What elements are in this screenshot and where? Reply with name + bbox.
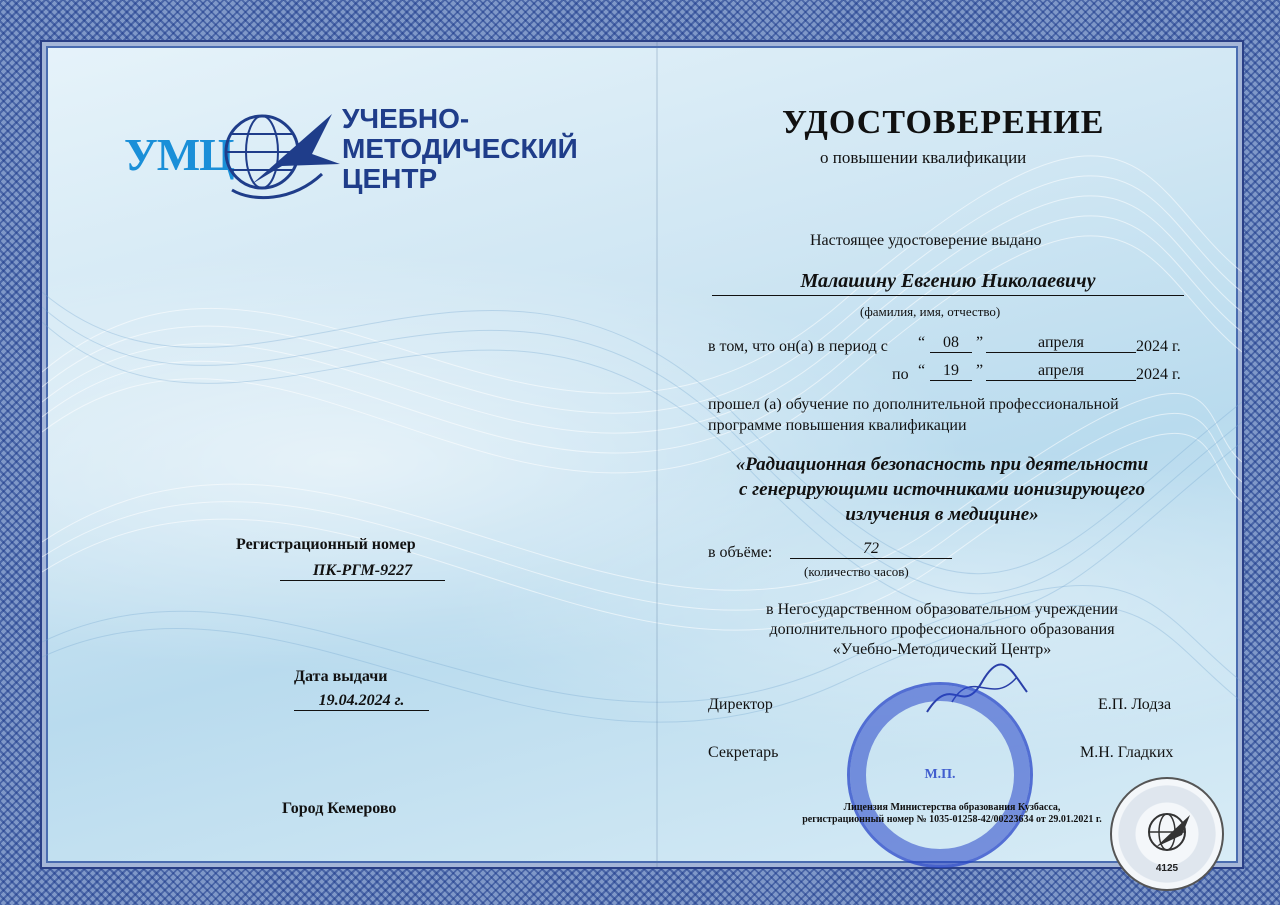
license-line-1: Лицензия Министерства образования Кузбасса, <box>843 802 1061 813</box>
training-line-1: прошел (а) обучение по дополнительной профессиональной <box>708 396 1119 413</box>
institution-line-3: «Учебно-Методический Центр» <box>832 641 1052 658</box>
hologram-seal <box>1110 777 1224 891</box>
stamp-mark: М.П. <box>924 767 956 782</box>
certificate-title: УДОСТОВЕРЕНИЕ <box>782 104 1105 141</box>
secretary-name: М.Н. Гладких <box>1080 744 1174 761</box>
certificate-body <box>40 40 1244 874</box>
license <box>782 802 1122 826</box>
from-month: апреля <box>986 334 1136 353</box>
quote-close-to: ” <box>976 362 984 379</box>
reg-number: ПК-РГМ-9227 <box>280 562 445 581</box>
period-to-prefix: по <box>892 366 909 383</box>
secretary-label: Секретарь <box>708 744 779 761</box>
recipient-name: Малашину Евгению Николаевичу <box>712 270 1184 296</box>
seal-number: 4125 <box>1155 863 1179 874</box>
to-year: 2024 г. <box>1136 366 1181 383</box>
logo-name-line-2: МЕТОДИЧЕСКИЙ <box>342 133 578 164</box>
program-title <box>702 452 1182 527</box>
logo-name-line-3: ЦЕНТР <box>342 163 438 194</box>
name-caption: (фамилия, имя, отчество) <box>860 304 1001 319</box>
date-label: Дата выдачи <box>294 668 388 685</box>
from-year: 2024 г. <box>1136 338 1181 355</box>
from-day: 08 <box>930 334 972 353</box>
training-line-2: программе повышения квалификации <box>708 417 967 434</box>
license-line-2: регистрационный номер № 1035-01258-42/00223634 от 29.01.2021 г. <box>802 814 1102 825</box>
volume-caption: (количество часов) <box>804 564 909 579</box>
program-line-1: «Радиационная безопасность при деятельности <box>735 454 1149 475</box>
logo-abbr: УМЦ <box>124 129 234 180</box>
date-value: 19.04.2024 г. <box>294 692 429 711</box>
volume-prefix: в объёме: <box>708 544 773 561</box>
period-from-prefix: в том, что он(а) в период с <box>708 338 888 355</box>
director-name: Е.П. Лодза <box>1098 696 1172 713</box>
quote-open-to: “ <box>918 362 926 379</box>
reg-label: Регистрационный номер <box>236 536 416 553</box>
logo-name-line-1: УЧЕБНО- <box>342 103 470 134</box>
page-fold <box>656 42 658 867</box>
certificate-subtitle: о повышении квалификации <box>820 148 1027 167</box>
volume-hours: 72 <box>790 540 952 559</box>
logo-name <box>342 104 578 194</box>
institution-line-2: дополнительного профессионального образования <box>769 621 1115 638</box>
to-month: апреля <box>986 362 1136 381</box>
quote-close-from: ” <box>976 334 984 351</box>
program-line-2: с генерирующими источниками ионизирующего <box>738 479 1146 500</box>
seal-globe-icon <box>1142 807 1192 857</box>
to-day: 19 <box>930 362 972 381</box>
official-stamp <box>847 682 1033 868</box>
globe-plane-icon <box>212 104 342 204</box>
quote-open-from: “ <box>918 334 926 351</box>
institution <box>702 600 1182 660</box>
program-line-3: излучения в медицине» <box>845 504 1039 525</box>
institution-line-1: в Негосударственном образовательном учреждении <box>766 601 1118 618</box>
issued-text: Настоящее удостоверение выдано <box>810 232 1042 249</box>
director-label: Директор <box>708 696 773 713</box>
city: Город Кемерово <box>282 800 397 817</box>
